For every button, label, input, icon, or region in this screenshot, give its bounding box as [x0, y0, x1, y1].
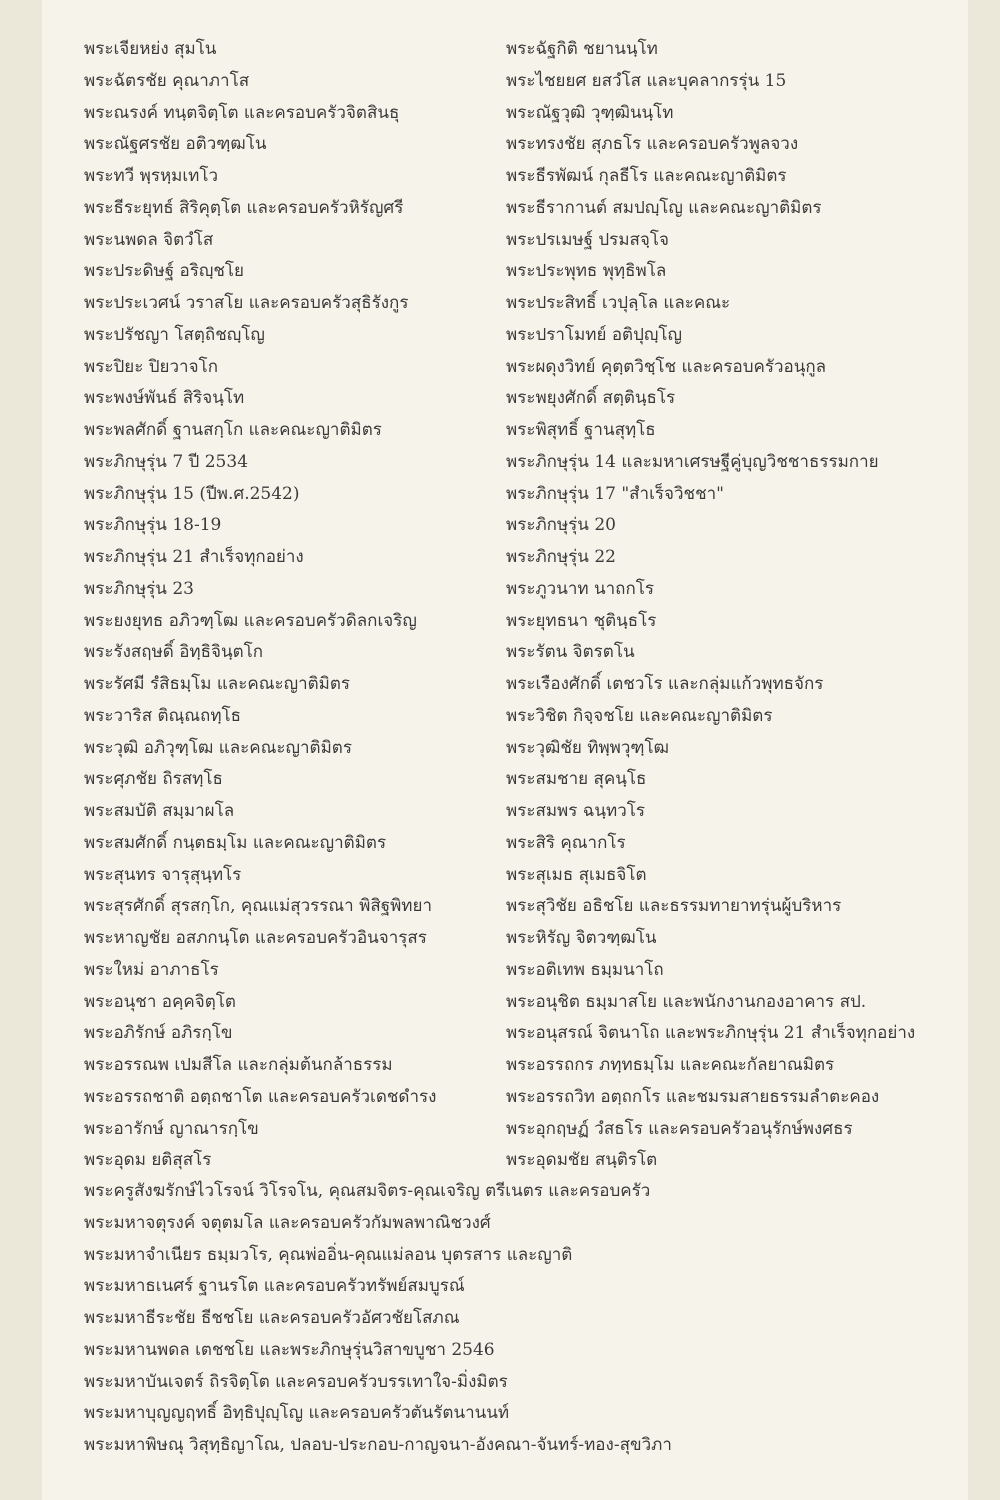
list-item: พระปรเมษฐ์ ปรมสจฺโจ — [506, 229, 669, 250]
list-item: พระสิริ คุณากโร — [506, 832, 626, 853]
list-item: พระณัฐวุฒิ วุฑฺฒินนฺโท — [506, 102, 674, 123]
left-column — [84, 34, 506, 1177]
list-item: พระมหาบุญญฤทธิ์ อิทฺธิปุญฺโญ และครอบครัวตันรัตนานนท์ — [84, 1403, 510, 1424]
list-item: พระภิกษุรุ่น 7 ปี 2534 — [84, 451, 249, 472]
list-item: พระภิกษุรุ่น 18-19 — [84, 515, 222, 536]
list-item: พระเจียหย่ง สุมโน — [84, 39, 217, 59]
list-item: พระธีรพัฒน์ กุลธีโร และคณะญาติมิตร — [506, 166, 787, 186]
list-item: พระประสิทธิ์ เวปุลฺโล และคณะ — [506, 293, 731, 313]
list-item: พระอุกฤษฏ์ วํสธโร และครอบครัวอนุรักษ์พงศธร — [506, 1118, 853, 1139]
list-item: พระผดุงวิทย์ คุตฺตวิชฺโช และครอบครัวอนุกูล — [506, 356, 827, 377]
list-item: พระภูวนาท นาถกโร — [506, 578, 655, 599]
list-item: พระอนุชา อคฺคจิตฺโต — [84, 991, 236, 1012]
list-item: พระวาริส ติณฺณถทฺโธ — [84, 705, 242, 726]
right-column — [506, 34, 964, 1177]
list-item: พระสุรศักดิ์ สุรสกฺโก, คุณแม่สุวรรณา พิสิฐพิทยา — [84, 896, 433, 917]
list-item: พระศุภชัย ถิรสทฺโธ — [84, 769, 223, 790]
list-item: พระสมศักดิ์ กนฺตธมฺโม และคณะญาติมิตร — [84, 832, 387, 853]
list-item: พระปิยะ ปิยวาจโก — [84, 356, 218, 377]
list-item: พระมหาพิษณุ วิสุทฺธิญาโณ, ปลอบ-ประกอบ-กาญจนา-อังคณา-จันทร์-ทอง-สุขวิภา — [84, 1435, 672, 1455]
list-item: พระประเวศน์ วราสโย และครอบครัวสุธิรังกูร — [84, 293, 409, 313]
list-item: พระอติเทพ ธมฺมนาโถ — [506, 959, 664, 980]
list-item: พระหาญชัย อสภกนฺโต และครอบครัวอินจารุสร — [84, 928, 427, 948]
list-item: พระสมพร ฉนฺทวโร — [506, 801, 646, 821]
list-item: พระปราโมทย์ อติปุญฺโญ — [506, 324, 682, 345]
list-item: พระมหาจตุรงค์ จตุตมโล และครอบครัวกัมพลพาณิชวงศ์ — [84, 1212, 491, 1233]
list-item: พระมหาจำเนียร ธมฺมวโร, คุณพ่ออิ่น-คุณแม่ลอน บุตรสาร และญาติ — [84, 1244, 573, 1265]
list-item: พระมหาธีระชัย ธีชชโย และครอบครัวอัศวชัยโสภณ — [84, 1308, 460, 1328]
list-item: พระสุนทร จารุสุนฺทโร — [84, 864, 242, 885]
list-item: พระภิกษุรุ่น 17 "สำเร็จวิชชา" — [506, 483, 724, 504]
list-item: พระอารักษ์ ญาณารกฺโข — [84, 1118, 259, 1139]
list-item: พระณรงค์ ทนฺตจิตฺโต และครอบครัวจิตสินธุ — [84, 102, 400, 123]
list-item: พระภิกษุรุ่น 21 สำเร็จทุกอย่าง — [84, 547, 304, 567]
list-item: พระภิกษุรุ่น 14 และมหาเศรษฐีคู่บุญวิชชาธรรมกาย — [506, 451, 879, 472]
list-item: พระใหม่ อาภาธโร — [84, 959, 219, 980]
list-item: พระวุฒิ อภิวุฑฺโฒ และคณะญาติมิตร — [84, 737, 352, 758]
list-item: พระพิสุทธิ์ ฐานสุทฺโธ — [506, 420, 656, 440]
list-item: พระประดิษฐ์ อริญฺชโย — [84, 261, 245, 282]
list-item: พระรัตน จิตรตโน — [506, 642, 635, 663]
list-item: พระสุวิชัย อธิชโย และธรรมทายาทรุ่นผู้บริหาร — [506, 896, 842, 917]
list-item: พระอภิรักษ์ อภิรกฺโข — [84, 1023, 233, 1044]
list-item: พระภิกษุรุ่น 23 — [84, 578, 194, 599]
list-item: พระอรรถกร ภทฺทธมฺโม และคณะกัลยาณมิตร — [506, 1055, 835, 1075]
list-item: พระสุเมธ สุเมธจิโต — [506, 864, 647, 885]
list-item: พระยุทธนา ชุตินฺธโร — [506, 610, 657, 631]
list-item: พระมหาธเนศร์ ฐานรโต และครอบครัวทรัพย์สมบูรณ์ — [84, 1276, 465, 1297]
list-item: พระฉัตรชัย คุณาภาโส — [84, 70, 250, 91]
list-item: พระนพดล จิตวํโส — [84, 229, 214, 250]
list-item: พระไชยยศ ยสวํโส และบุคลากรรุ่น 15 — [506, 70, 787, 91]
list-item: พระมหาบันเจตร์ ถิรจิตฺโต และครอบครัวบรรเทาใจ-มิ่งมิตร — [84, 1371, 508, 1392]
list-item: พระวุฒิชัย ทิพฺพวุฑฺโฒ — [506, 737, 670, 758]
list-item: พระทวี พฺรหฺมเทโว — [84, 166, 219, 186]
document-page — [42, 0, 968, 1500]
list-item: พระพยุงศักดิ์ สตฺตินฺธโร — [506, 388, 676, 409]
list-item: พระยงยุทธ อภิวฑฺโฒ และครอบครัวดิลกเจริญ — [84, 610, 417, 631]
list-item: พระภิกษุรุ่น 20 — [506, 515, 616, 536]
list-item: พระรัศมี รํสิธมฺโม และคณะญาติมิตร — [84, 674, 351, 694]
list-item: พระประพุทธ พุทฺธิพโล — [506, 261, 667, 282]
list-item: พระหิรัญ จิตวฑฺฒโน — [506, 928, 657, 948]
list-item: พระอรรถวิท อตฺถกโร และชมรมสายธรรมลำตะคอง — [506, 1086, 880, 1107]
list-item: พระทรงชัย สุภธโร และครอบครัวพูลจวง — [506, 134, 799, 155]
list-item: พระครูสังฆรักษ์ไวโรจน์ วิโรจโน, คุณสมจิตร-คุณเจริญ ตรีเนตร และครอบครัว — [84, 1181, 651, 1201]
list-item: พระธีรากานต์ สมปญฺโญ และคณะญาติมิตร — [506, 197, 822, 218]
list-item: พระสมชาย สุคนฺโธ — [506, 769, 647, 790]
list-item: พระณัฐศรชัย อติวฑฺฒโน — [84, 134, 267, 155]
list-item: พระอุดมชัย สนฺติรโต — [506, 1150, 658, 1171]
list-item: พระพงษ์พันธ์ สิริจนฺโท — [84, 388, 245, 409]
list-item: พระมหานพดล เตชชโย และพระภิกษุรุ่นวิสาขบูชา 2546 — [84, 1339, 495, 1360]
list-item: พระอนุชิต ธมฺมาสโย และพนักงานกองอาคาร สป. — [506, 991, 867, 1012]
list-item: พระปรัชญา โสตฺถิชญฺโญ — [84, 324, 265, 345]
list-item: พระอุดม ยติสุสโร — [84, 1150, 212, 1171]
list-item: พระวิชิต กิจฺจชโย และคณะญาติมิตร — [506, 705, 773, 726]
list-item: พระสมบัติ สมฺมาผโล — [84, 801, 235, 821]
list-item: พระพลศักดิ์ ฐานสกฺโก และคณะญาติมิตร — [84, 420, 382, 440]
list-item: พระภิกษุรุ่น 22 — [506, 547, 616, 567]
list-item: พระธีระยุทธ์ สิริคุตฺโต และครอบครัวหิรัญศรี — [84, 197, 404, 218]
list-item: พระเรืองศักดิ์ เตชวโร และกลุ่มแก้วพุทธจักร — [506, 674, 824, 694]
list-item: พระรังสฤษดิ์ อิทฺธิจินฺตโก — [84, 642, 264, 663]
list-item: พระฉัฐกิติ ชยานนฺโท — [506, 39, 658, 59]
two-column-list — [84, 34, 964, 1177]
full-width-list — [84, 1176, 964, 1462]
list-item: พระอนุสรณ์ จิตนาโถ และพระภิกษุรุ่น 21 สำเร็จทุกอย่าง — [506, 1023, 916, 1044]
list-item: พระอรรณพ เปมสีโล และกลุ่มต้นกล้าธรรม — [84, 1055, 393, 1075]
list-item: พระอรรถชาติ อตฺถชาโต และครอบครัวเดชดำรง — [84, 1086, 437, 1107]
list-item: พระภิกษุรุ่น 15 (ปีพ.ศ.2542) — [84, 483, 300, 504]
